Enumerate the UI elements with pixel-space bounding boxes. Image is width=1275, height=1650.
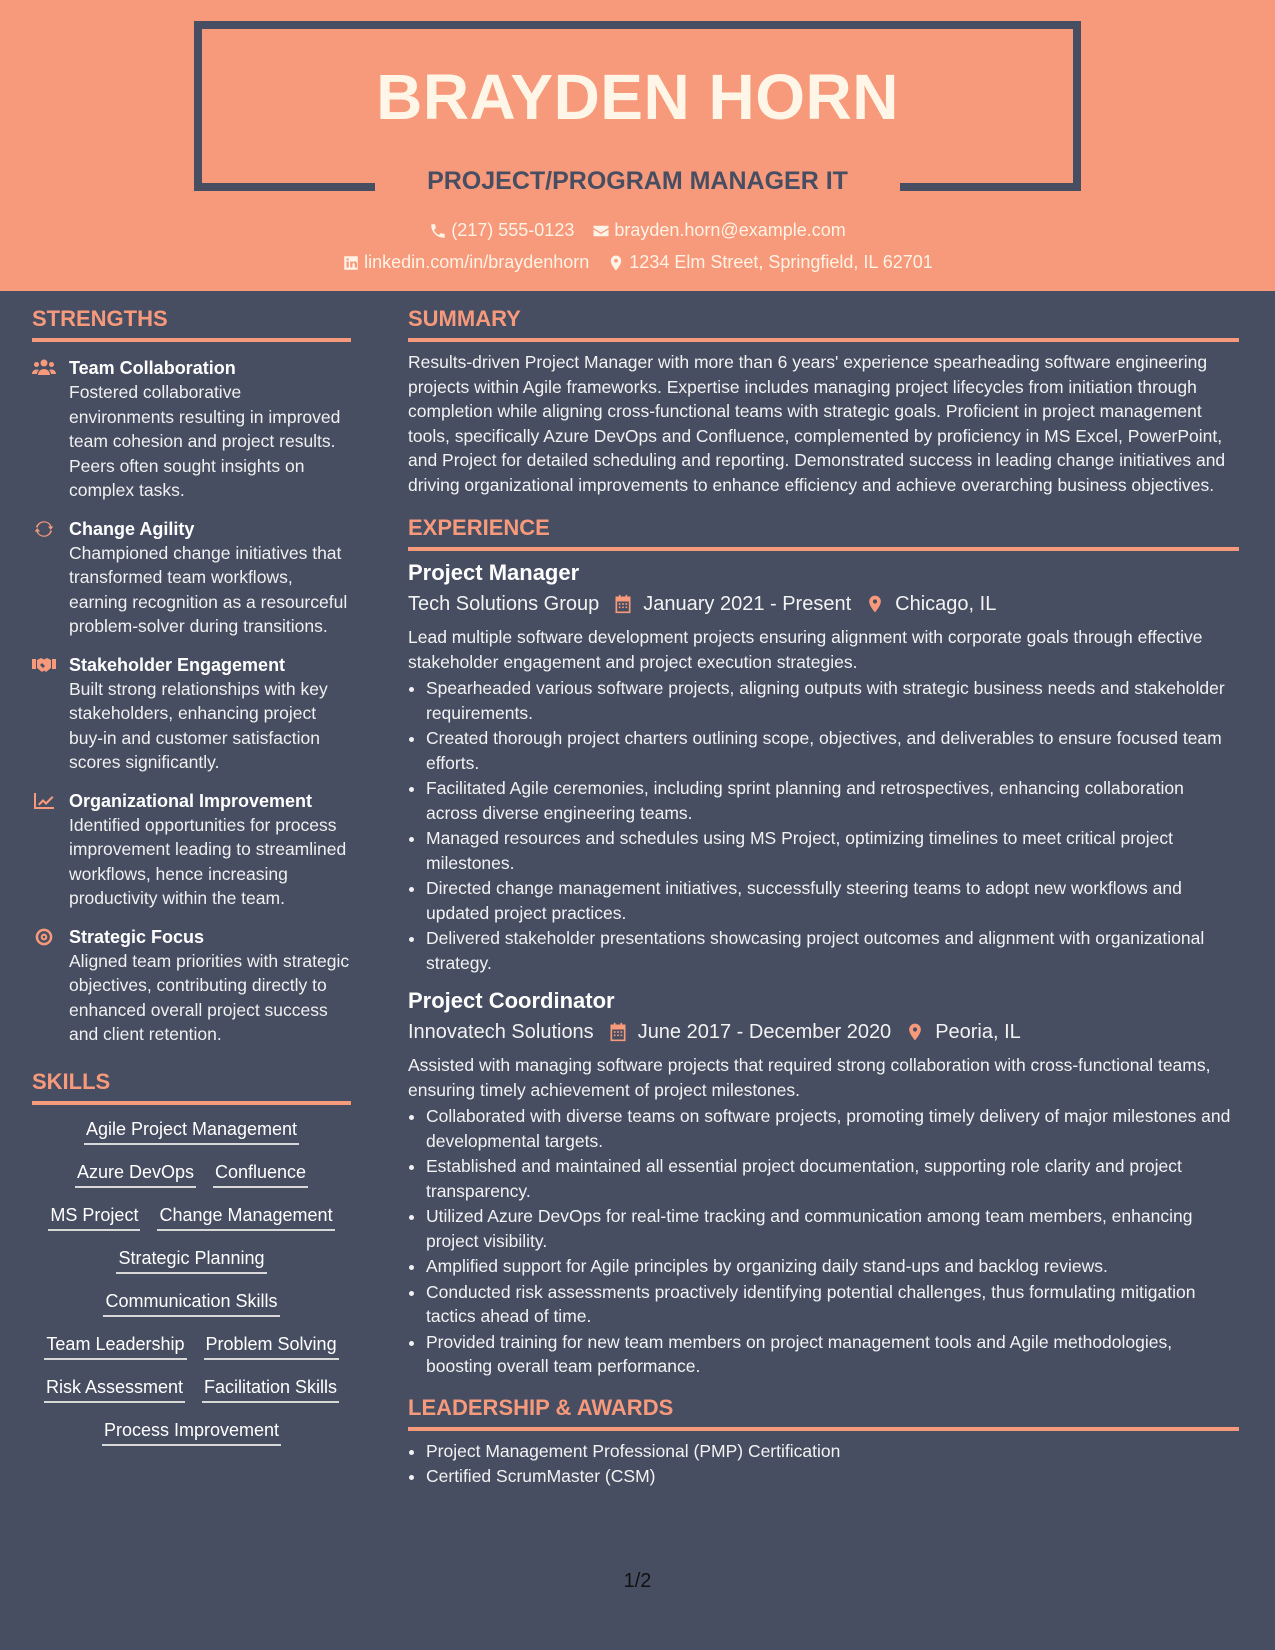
job-dates: January 2021 - Present xyxy=(643,593,852,615)
job-location: Chicago, IL xyxy=(895,593,997,615)
skill-tag: MS Project xyxy=(48,1203,140,1231)
contact-phone[interactable] xyxy=(429,220,574,241)
strength-item xyxy=(32,925,351,1047)
envelope-icon xyxy=(592,222,610,240)
map-marker-icon xyxy=(905,1022,925,1042)
strength-name: Stakeholder Engagement xyxy=(69,654,286,675)
skill-tag: Change Management xyxy=(157,1203,334,1231)
contact-address xyxy=(607,252,933,273)
contact-row-2 xyxy=(0,252,1275,273)
chart-line-icon xyxy=(32,791,56,811)
page-number: 1/2 xyxy=(623,1570,652,1592)
contact-row-1 xyxy=(0,220,1275,241)
calendar-icon xyxy=(608,1022,628,1042)
strength-desc: Built strong relationships with key stakeholders, enhancing project buy-in and customer satisfaction scores significantly. xyxy=(69,678,328,772)
leadership-list xyxy=(408,1439,1239,1489)
strength-desc: Identified opportunities for process improvement leading to streamlined workflows, hence increasing productivity within the team. xyxy=(69,814,347,908)
leadership-title: LEADERSHIP & AWARDS xyxy=(408,1395,1239,1431)
users-icon xyxy=(32,358,56,378)
skill-tag: Confluence xyxy=(213,1160,308,1188)
bullet-item: • Utilized Azure DevOps for real-time tracking and communication among team members, enhancing project visibility. xyxy=(426,1204,1239,1253)
skill-tag: Team Leadership xyxy=(44,1332,186,1360)
skills-title: SKILLS xyxy=(32,1069,351,1105)
skill-tag: Facilitation Skills xyxy=(202,1375,339,1403)
job-meta xyxy=(408,589,1239,619)
experience-title: EXPERIENCE xyxy=(408,515,1239,551)
resume-header xyxy=(0,0,1275,291)
bullet-item: • Created thorough project charters outlining scope, objectives, and deliverables to ensure focused team efforts. xyxy=(426,726,1239,775)
skill-tag: Agile Project Management xyxy=(84,1117,299,1145)
job-meta xyxy=(408,1017,1239,1047)
strength-item xyxy=(32,356,351,503)
bullet-item: • Provided training for new team members on project management tools and Agile methodologies, boosting overall team performance. xyxy=(426,1330,1239,1379)
summary-text: Results-driven Project Manager with more than 6 years' experience spearheading software engineering projects within Agile frameworks. Expertise includes managing project lifecycles from initiation through completion while aligning cross-functional teams with strategic goals. Proficient in project management tools, specifically Azure DevOps and Confluence, complemented by proficiency in MS Excel, PowerPoint, and Project for detailed scheduling and reporting. Demonstrated success in leading change initiatives and driving organizational improvements to enhance efficiency and achieve overarching business objectives. xyxy=(408,352,1226,495)
bullet-item: • Managed resources and schedules using MS Project, optimizing timelines to meet critical project milestones. xyxy=(426,826,1239,875)
strength-item xyxy=(32,653,351,775)
job-description: Lead multiple software development projects ensuring alignment with corporate goals through effective stakeholder engagement and project execution strategies. xyxy=(408,627,1203,672)
strength-name: Team Collaboration xyxy=(69,358,236,378)
job-description: Assisted with managing software projects that required strong collaboration with cross-functional teams, ensuring timely achievement of project milestones. xyxy=(408,1055,1211,1100)
skill-tag: Problem Solving xyxy=(204,1332,339,1360)
sync-icon xyxy=(32,519,56,539)
right-column xyxy=(408,306,1239,1490)
bullet-item: • Established and maintained all essential project documentation, supporting role clarity and project transparency. xyxy=(426,1154,1239,1203)
job-bullets xyxy=(408,676,1239,975)
job-company: Tech Solutions Group xyxy=(408,593,600,615)
linkedin-text: linkedin.com/in/braydenhorn xyxy=(364,252,590,272)
award-item: • Certified ScrumMaster (CSM) xyxy=(426,1464,1239,1489)
skill-tag: Communication Skills xyxy=(103,1289,279,1317)
job-entry xyxy=(408,987,1239,1379)
bullet-item: • Collaborated with diverse teams on software projects, promoting timely delivery of major milestones and developmental targets. xyxy=(426,1104,1239,1153)
bullet-item: • Spearheaded various software projects, aligning outputs with strategic business needs and stakeholder requirements. xyxy=(426,676,1239,725)
job-entry xyxy=(408,559,1239,975)
strength-name: Strategic Focus xyxy=(69,926,205,947)
phone-icon xyxy=(429,222,447,240)
map-marker-icon xyxy=(607,254,625,272)
target-icon xyxy=(32,927,56,947)
job-location: Peoria, IL xyxy=(935,1021,1021,1043)
left-column xyxy=(32,306,351,1461)
bullet-item: • Directed change management initiatives, successfully steering teams to adopt new workflows and updated project practices. xyxy=(426,876,1239,925)
address-text: 1234 Elm Street, Springfield, IL 62701 xyxy=(629,252,933,272)
skill-tag: Process Improvement xyxy=(102,1418,281,1446)
job-title: Project Coordinator xyxy=(408,988,615,1013)
job-bullets xyxy=(408,1104,1239,1379)
skills-list xyxy=(32,1117,351,1446)
job-dates: June 2017 - December 2020 xyxy=(637,1021,892,1043)
skill-tag: Strategic Planning xyxy=(116,1246,266,1274)
contact-email[interactable] xyxy=(592,220,845,241)
email-text: brayden.horn@example.com xyxy=(614,220,846,240)
candidate-name: BRAYDEN HORN xyxy=(376,61,899,133)
bullet-item: • Amplified support for Agile principles by organizing daily stand-ups and backlog reviews. xyxy=(426,1254,1239,1279)
bullet-item: • Facilitated Agile ceremonies, including sprint planning and retrospectives, enhancing collaboration across diverse engineering teams. xyxy=(426,776,1239,825)
strength-name: Change Agility xyxy=(69,518,195,539)
skill-tag: Azure DevOps xyxy=(75,1160,196,1188)
linkedin-icon xyxy=(342,254,360,272)
phone-text: (217) 555-0123 xyxy=(451,220,575,240)
strength-item xyxy=(32,789,351,911)
bullet-item: • Delivered stakeholder presentations showcasing project outcomes and alignment with organizational strategy. xyxy=(426,926,1239,975)
strengths-title: STRENGTHS xyxy=(32,306,351,342)
contact-linkedin[interactable] xyxy=(342,252,589,273)
skill-tag: Risk Assessment xyxy=(44,1375,185,1403)
award-item: • Project Management Professional (PMP) Certification xyxy=(426,1439,1239,1464)
job-company: Innovatech Solutions xyxy=(408,1021,594,1043)
strength-item xyxy=(32,517,351,639)
candidate-title: PROJECT/PROGRAM MANAGER IT xyxy=(427,167,848,195)
job-title: Project Manager xyxy=(408,560,580,585)
strength-desc: Fostered collaborative environments resulting in improved team cohesion and project results. Peers often sought insights on complex tasks. xyxy=(69,382,341,500)
bullet-item: • Conducted risk assessments proactively identifying potential challenges, thus formulating mitigation tactics ahead of time. xyxy=(426,1280,1239,1329)
handshake-icon xyxy=(32,655,56,675)
strength-desc: Aligned team priorities with strategic objectives, contributing directly to enhanced overall project success and client retention. xyxy=(69,950,350,1044)
strength-desc: Championed change initiatives that transformed team workflows, earning recognition as a resourceful problem-solver during transitions. xyxy=(69,542,348,636)
calendar-icon xyxy=(613,594,633,614)
map-marker-icon xyxy=(865,594,885,614)
summary-title: SUMMARY xyxy=(408,306,1239,342)
strength-name: Organizational Improvement xyxy=(69,790,313,811)
